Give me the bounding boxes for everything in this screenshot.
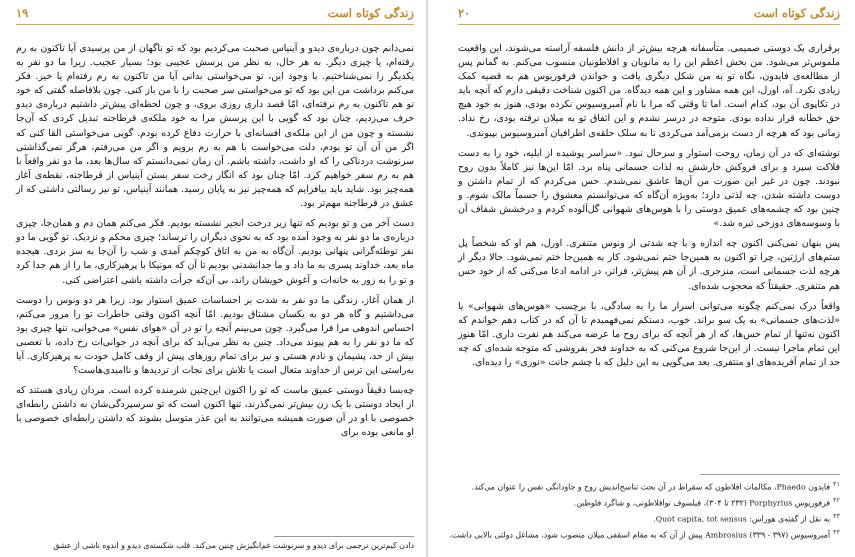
footnote-number: ۴۲ — [833, 496, 840, 505]
footnote-item — [458, 478, 840, 494]
footnote-text: فایدون Phaedo، مکالمات افلاطون که سقراط در آن بحث تناسخ‌اندیش روح و جاودانگی نفس را عنوان می‌کند. — [471, 482, 831, 492]
right-page-number: ۲۰ — [458, 6, 471, 20]
footnote-text: به نقل از گفته‌ی هوراس: Quot capita, tot sensus. — [653, 514, 831, 524]
right-paragraph-3: پس بنهان نمی‌کنی اکنون چه اندازه و با چه شدتی از ونوس متنفری. اورل، هم او که شخصاً پل ستم‌های ارژتین، چرا تو اکنون به همین‌جا ختم نمی‌شود. کار به همین‌جا ختم نمی‌شود. حالا دیگر از هرچه لذت جسمانی است، منزجری. از آن هم پیش‌تر، فراتر، در ادامه ادعا می‌کنی که از خود حس هم متنفری. حقیقتاً که محجوب شده‌ای. — [458, 238, 840, 292]
right-footnotes — [449, 478, 840, 542]
footnote-item — [449, 526, 840, 542]
right-paragraph-4: واقعاً درک نمی‌کنم چگونه می‌توانی اسرار ما را به سادگی، با برچسب «هوس‌های شهوانی» یا «لذت‌های جسمانی» به یک سو براند. خوب، دستکم نمی‌فهمیدم تا آن که در کتاب دهم خواندم که اکنون نه‌تنها از تمام حس‌ها، که از هر آنچه که برای روح ما عرضه می‌کند هم نفرت داری. امّا هنوز این تمام ماجرا نیست. از این‌جا شروع می‌کنی که به خداوند فخر بفروشی که متوجه شده‌ای که چه حد از تمام آفریده‌های او منتفری. بعد می‌گویی به این دلیل که با چشم جانت «نوری» را دیده‌ای. — [458, 300, 840, 368]
right-body-text — [458, 42, 840, 376]
left-header-rule — [16, 24, 414, 25]
left-paragraph-1: نمی‌دانم چون درباره‌ی دیدو و آینیاس صحبت می‌کردیم بود که تو ناگهان از من پرسیدی آیا تاکنون به رم رفته‌ام، یا چیزی دیگر. به هر حال، به نظر من پرسش عجیبی بود؛ بسیار عجیب. زیرا ما دو نفر به یکدیگر را نمی‌شناختیم. با وجود این، تو می‌خواستی بدانی آیا من تاکنون به رم رفته‌ام یا خیر. فکر می‌کنم برداشت من این بود که تو می‌خواستی سر صحبت را با من باز کنی. چون بلافاصله گفتی که خود تو هم تاکنون به رم نرفته‌ای، امّا قصد داری روزی بروی، و چون لحظه‌ای پیش‌تر داشتیم درباره‌ی دیدو حرف می‌زدیم، چنان بود که گویی با این پرسش مرا به خود ملکه‌ی قرطاجنه تبدیل کردی که آن‌جا نشسته و چون من از این ملکه‌ی افسانه‌ای با حرارت دفاع کرده بودم. گویی می‌خواستی القا کنی که اگر من آن آن تو بودم، دلت می‌خواست با هم به رم برویم و اگر من می‌رفتم، هرگز نمی‌گذاشتی سرنوشت دردناکی را که او داشت، داشته باشم. آن زمان نمی‌دانستم که سال‌ها بعد، ما دو نفر واقعاً با هم به رم سفر خواهیم کرد. امّا چنان بود که انگار رخت سفر بستن آینیاس از قرطاجنه، نقطه‌ی آغاز همه‌چیز بود. شاید باید بیافزایم که همه‌چیز نیز به پایان رسید. همانند آینیاس، تو نیز رسالتی داشتی که از عشق در قرطاجنه مهم‌تر بود. — [16, 43, 414, 210]
footnote-number: ۴۴ — [833, 528, 840, 537]
left-page — [0, 0, 426, 557]
footnote-item — [458, 510, 840, 526]
footnote-text: فرفوریوس Porphyrius (۲۳۲ تا ۳۰۴)، فیلسوف نوافلاطونی، و شاگرد فلوطین. — [573, 498, 831, 508]
left-page-number: ۱۹ — [16, 6, 29, 20]
right-paragraph-2: نوشته‌ای که در آن زمان، روحت استوار و سرحال نبود. «سراسر پوشیده از ابلیه، خود را به دست فلاکت سپرد و برای فروکش خارشش به لذات جسمانی پناه برد. امّا این‌ها نیز کاملاً بدون روح نبودند. چون در غیر این صورت من آن‌ها عاشق نمی‌شدم. حس می‌کردم که از تمام داشتن و دوست داشته شدن، چه لذتی دارد؛ به‌ویژه آن‌گاه که می‌توانستم معشوق را جسماً مالک شوم. و چنین بود که چشمه‌های عمیق دوستی را با هوس‌های شهوانی گل‌آلوده کردم و درخشش شفاف آن با وسوسه‌های دوزخی تیره شد.» — [458, 147, 840, 230]
right-page — [428, 0, 855, 557]
footnote-number: ۴۳ — [833, 512, 840, 521]
left-paragraph-4: چه‌بسا دقیقاً دوستی عمیق ماست که تو را اکنون این‌چنین شرمنده کرده است. مردان زیادی هستند که از ایجاد دوستی با یک زن بیش‌تر نمی‌گذرند، تنها اکنون است که تو سرسپردگی‌شان به داشتن رابطه‌ای خصوصی با او در آن صورت همیشه می‌توانند به این عذر متوسل بشوند که داشتن رابطه‌ای خصوصی با او مانعی بوده برای — [16, 385, 414, 439]
footnote-text: آمبروسیوس Ambrosius (۳۳۹ - ۳۹۷) پیش از آن که به مقام اسقفی میلان منصوب شود، مشاغل دولتی بالایی داشت. — [449, 530, 831, 540]
left-paragraph-3: از همان آغاز، زندگی ما دو نفر به شدت بر احساسات عمیق استوار بود. زیرا هر دو ونوس را دوست می‌داشتیم و گاه هر دو به یکسان مشتاق بودیم. امّا آنچه اکنون وقتی خاطرات تو را مرور می‌کنم، احساس اندوهی مرا فرا می‌گیرد. چون می‌بینم آنچه را تو در آن «هوای نفس» می‌خوانی، تنها چیزی بود که ما دو نفر را به هم پیوند می‌داد. چنین به نظر می‌آید که برای آنچه در جوانی‌ات رخ داده، با تعصبی بیش از حد، پشیمان و نادم هستی و نیز برای تمام روزهای پیش از وقف کامل خودت به پرهیزکاری. آیا به‌راستی این ترس از خداوند متعال است یا تلاش برای نجات از تردیدها و ناامیدی‌هاست؟ — [16, 294, 414, 377]
left-footnote-line: دادن کیم‌ترین ترجمی برای دیدو و سرنوشت غم‌انگیزش چنین می‌کند. قلب شکسته‌ی دیدو و اندوه ناشی از عشق — [53, 541, 414, 550]
left-paragraph-2: دست آخر من و تو بودیم که تنها زیر درخت انجیر نشسته بودیم. فکر می‌کنم همان دم و همان‌جا، چیزی درباره‌ی ما دو نفر به وجود آمده بود که به نحوی دیگران را ترساند؛ چیزی محکم و نزدیک. تو گویی ما دو نفر توطئه‌گرانی پنهانی بودیم. آن‌گاه به من به اتاق کوچکم اَمدی و شب را آن‌جا به سر بردی. هیجده ماه بعد، خداوند پسری به ما داد و ما جدانشدنی بودیم تا آن که مونیکا با پرهیزکاری، ما را از هم جدا کرد و تو را به زور به خانه‌ات و آغوش خویشان راند، بی آن‌که جرأت داشته باشی اعتراضی کنی. — [16, 218, 414, 286]
left-running-title: زندگی کوتاه است — [327, 6, 414, 20]
left-footnotes — [16, 540, 414, 553]
right-running-title: زندگی کوتاه است — [753, 6, 840, 20]
right-paragraph-1: برقراری یک دوستی صمیمی. متأسفانه هرچه بیش‌تر از دانش فلسفه آراسته می‌شوند، این واقعیت ملموس‌تر می‌شود. من بخش اعظم این را به مانویان و افلاطونیان منسوب می‌کنم. به گمانم پس از مطالعه‌ی فایدون، نگاه تو به من شکل دیگری یافت و خواندن فرفوریوس هم به قضیه کمک زیادی نکرد. آه، اورل، این همه مشاور و این همه دیدگاه. من اکنون شناخت دقیقی دارم که آنچه باید در تکاپوی آن بود، کدام است. اما تا وقتی که مرا با نام آمبروسیوس نکرده بودی، هنوز به خود هیچ حق خطابه قرار نداده بودی. متوجه در درسر نشدم و این اتفاق تو به میلان نرفته بودی، رخ نداد. زمانی بود که هرچه از دست برمی‌آمد می‌کردی تا به سلک حلقه‌ی اطرافیان آمبروسیوس بپیوندی. — [458, 43, 840, 139]
left-footnote-separator — [274, 536, 414, 537]
footnote-number: ۴۱ — [833, 480, 840, 488]
left-body-text — [16, 42, 414, 447]
footnote-item — [458, 494, 840, 510]
right-header-rule — [458, 24, 840, 25]
right-footnote-separator — [700, 474, 840, 475]
